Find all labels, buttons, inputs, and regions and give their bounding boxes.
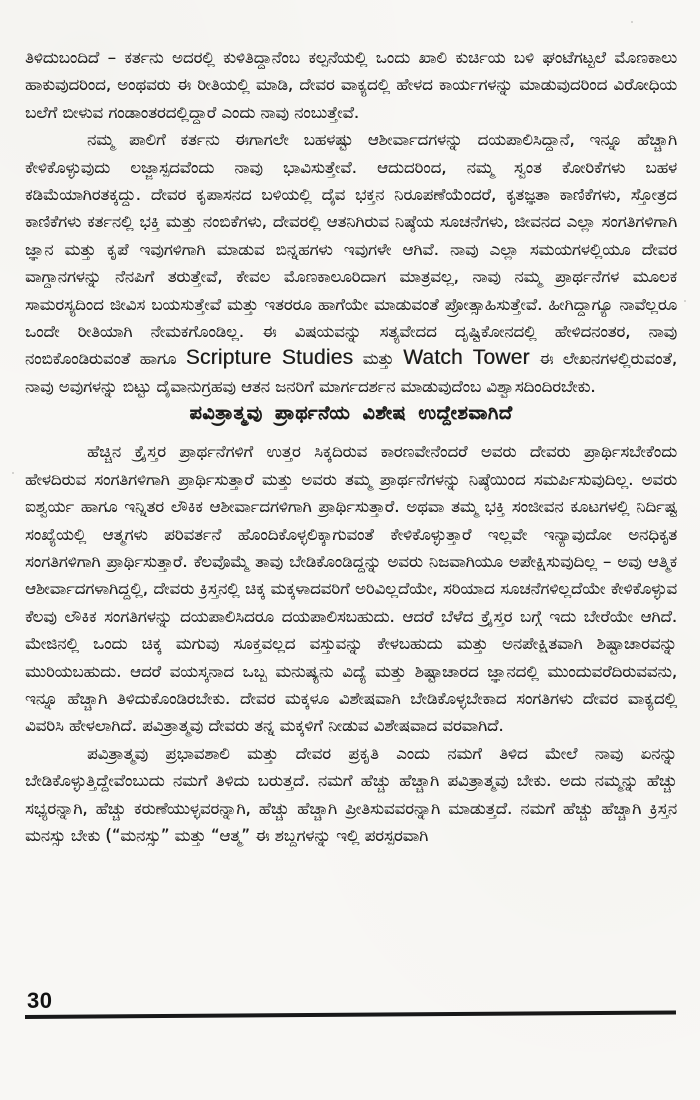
kannada-text-segment: ನಮ್ಮ ಪಾಲಿಗೆ ಕರ್ತನು ಈಗಾಗಲೇ ಬಹಳಷ್ಟು ಆಶೀರ್ವಾದಗಳನ್ನು ದಯಪಾಲಿಸಿದ್ದಾನೆ, ಇನ್ನೂ ಹೆಚ್ಚಾಗಿ ಕೇಳಿಕೊಳ್ಳುವುದು ಲಜ್ಜಾಸ್ಪದವೆಂದು ನಾವು ಭಾವಿಸುತ್ತೇವೆ. ಆದುದರಿಂದ, ನಮ್ಮ ಸ್ವಂತ ಕೋರಿಕೆಗಳು ಬಹಳ ಕಡಿಮೆಯಾಗಿರತಕ್ಕದ್ದು. ದೇವರ ಕೃಪಾಸನದ ಬಳಿಯಲ್ಲಿ ದೈವ ಭಕ್ತನ ನಿರೂಪಣೆಯೆಂದರೆ, ಕೃತಜ್ಞತಾ ಕಾಣಿಕೆಗಳು, ಸ್ತೋತ್ರದ ಕಾಣಿಕೆಗಳು ಕರ್ತನಲ್ಲಿ ಭಕ್ತಿ ಮತ್ತು ನಂಬಿಕೆಗಳು, ದೇವರಲ್ಲಿ ಆತನಿಗಿರುವ ನಿಷ್ಠೆಯ ಸೂಚನೆಗಳು, ಜೀವನದ ಎಲ್ಲಾ ಸಂಗತಿಗಳಿಗಾಗಿ ಜ್ಞಾನ ಮತ್ತು ಕೃಪೆ ಇವುಗಳಿಗಾಗಿ ಮಾಡುವ ಬಿನ್ನಹಗಳು ಇವುಗಳೇ ಆಗಿವೆ. ನಾವು ಎಲ್ಲಾ ಸಮಯಗಳಲ್ಲಿಯೂ ದೇವರ ವಾಗ್ದಾನಗಳನ್ನು ನೆನಪಿಗೆ ತರುತ್ತೇವೆ, ಕೇವಲ ಮೊಣಕಾಲೂರಿದಾಗ ಮಾತ್ರವಲ್ಲ, ನಾವು ನಮ್ಮ ಪ್ರಾರ್ಥನೆಗಳ ಮೂಲಕ ಸಾಮರಸ್ಯದಿಂದ ಜೀವಿಸ ಬಯಸುತ್ತೇವೆ ಮತ್ತು ಇತರರೂ ಹಾಗೆಯೇ ಮಾಡುವಂತೆ ಪ್ರೋತ್ಸಾಹಿಸುತ್ತೇವೆ. ಹೀಗಿದ್ದಾಗ್ಯೂ ನಾವೆಲ್ಲರೂ ಒಂದೇ ರೀತಿಯಾಗಿ ನೇಮಕಗೊಂಡಿಲ್ಲ. ಈ ವಿಷಯವನ್ನು ಸತ್ಯವೇದದ ದೃಷ್ಟಿಕೋನದಲ್ಲಿ ಹೇಳಿದನಂತರ, ನಾವು ನಂಬಿಕೊಂಡಿರುವಂತೆ ಹಾಗೂ [25, 130, 677, 369]
kannada-text-segment: ಹೆಚ್ಚಿನ ಕ್ರೈಸ್ತರ ಪ್ರಾರ್ಥನೆಗಳಿಗೆ ಉತ್ತರ ಸಿಕ್ಕದಿರುವ ಕಾರಣವೇನೆಂದರೆ ಅವರು ದೇವರು ಪ್ರಾರ್ಥಿಸಬೇಕೆಂದು ಹೇಳದಿರುವ ಸಂಗತಿಗಳಿಗಾಗಿ ಪ್ರಾರ್ಥಿಸುತ್ತಾರೆ ಮತ್ತು ಅವರು ತಮ್ಮ ಪ್ರಾರ್ಥನೆಗಳನ್ನು ನಿಷ್ಠೆಯಿಂದ ಸಮರ್ಪಿಸುವುದಿಲ್ಲ. ಅವರು ಐಶ್ವರ್ಯ ಹಾಗೂ ಇನ್ನಿತರ ಲೌಕಿಕ ಆಶೀರ್ವಾದಗಳಿಗಾಗಿ ಪ್ರಾರ್ಥಿಸುತ್ತಾರೆ. ಅಥವಾ ತಮ್ಮ ಭಕ್ತಿ ಸಂಜೀವನ ಕೂಟಗಳಲ್ಲಿ ನಿರ್ದಿಷ್ಟ ಸಂಖ್ಯೆಯಲ್ಲಿ ಆತ್ಮಗಳು ಪರಿವರ್ತನೆ ಹೊಂದಿಕೊಳ್ಳಲಿಕ್ಕಾಗುವಂತೆ ಕೇಳಿಕೊಳ್ಳುತ್ತಾರೆ ಇಲ್ಲವೇ ಇನ್ಯಾವುದೋ ಅನಧಿಕೃತ ಸಂಗತಿಗಳಿಗಾಗಿ ಪ್ರಾರ್ಥಿಸುತ್ತಾರೆ. ಕೆಲವೊಮ್ಮೆ ತಾವು ಬೇಡಿಕೊಂಡಿದ್ದನ್ನು ಅವರು ನಿಜವಾಗಿಯೂ ಅಪೇಕ್ಷಿಸುವುದಿಲ್ಲ – ಅವು ಆತ್ಮಿಕ ಆಶೀರ್ವಾದಗಳಾಗಿದ್ದಲ್ಲಿ, ದೇವರು ಕ್ರಿಸ್ತನಲ್ಲಿ ಚಿಕ್ಕ ಮಕ್ಕಳಾದವರಿಗೆ ಅರಿವಿಲ್ಲದೆಯೇ, ಸರಿಯಾದ ಸೂಚನೆಗಳಿಲ್ಲದೆಯೇ ಕೇಳಿಕೊಳ್ಳುವ ಕೆಲವು ಲೌಕಿಕ ಸಂಗತಿಗಳನ್ನು ದಯಪಾಲಿಸಿದರೂ ದಯಪಾಲಿಸಬಹುದು. ಆದರೆ ಬೆಳೆದ ಕ್ರೈಸ್ತರ ಬಗ್ಗೆ ಇದು ಬೇರೆಯೇ ಆಗಿದೆ. ಮೇಜಿನಲ್ಲಿ ಒಂದು ಚಿಕ್ಕ ಮಗುವು ಸೂಕ್ತವಲ್ಲದ ವಸ್ತುವನ್ನು ಕೇಳಬಹುದು ಮತ್ತು ಅನಪೇಕ್ಷಿತವಾಗಿ ಶಿಷ್ಟಾಚಾರವನ್ನು ಮುರಿಯಬಹುದು. ಆದರೆ ವಯಸ್ಕನಾದ ಒಬ್ಬ ಮನುಷ್ಯನು ವಿದ್ಯೆ ಮತ್ತು ಶಿಷ್ಟಾಚಾರದ ಜ್ಞಾನದಲ್ಲಿ ಮುಂದುವರೆದಿರುವವನು, ಇನ್ನೂ ಹೆಚ್ಚಾಗಿ ತಿಳಿದುಕೊಂಡಿರಬೇಕು. ದೇವರ ಮಕ್ಕಳೂ ವಿಶೇಷವಾಗಿ ಬೇಡಿಕೊಳ್ಳಬೇಕಾದ ಸಂಗತಿಗಳು ದೇವರ ವಾಕ್ಯದಲ್ಲಿ ವಿವರಿಸಿ ಹೇಳಲಾಗಿದೆ. ಪವಿತ್ರಾತ್ಮವು ದೇವರು ತನ್ನ ಮಕ್ಕಳಿಗೆ ನೀಡುವ ವಿಶೇಷವಾದ ವರವಾಗಿದೆ. [25, 442, 677, 736]
paragraph-2 [25, 126, 677, 400]
kannada-text-segment: ಪವಿತ್ರಾತ್ಮವು ಪ್ರಭಾವಶಾಲಿ ಮತ್ತು ದೇವರ ಪ್ರಕೃತಿ ಎಂದು ನಮಗೆ ತಿಳಿದ ಮೇಲೆ ನಾವು ಏನನ್ನು ಬೇಡಿಕೊಳ್ಳುತ್ತಿದ್ದೇವೆಂಬುದು ನಮಗೆ ತಿಳಿದು ಬರುತ್ತದೆ. ನಮಗೆ ಹೆಚ್ಚು ಹೆಚ್ಚಾಗಿ ಪವಿತ್ರಾತ್ಮವು ಬೇಕು. ಅದು ನಮ್ಮನ್ನು ಹೆಚ್ಚು ಸಭ್ಯರನ್ನಾಗಿ, ಹೆಚ್ಚು ಕರುಣೆಯುಳ್ಳವರನ್ನಾಗಿ, ಹೆಚ್ಚು ಹೆಚ್ಚಾಗಿ ಪ್ರೀತಿಸುವವರನ್ನಾಗಿ ಮಾಡುತ್ತದೆ. ನಮಗೆ ಹೆಚ್ಚು ಹೆಚ್ಚಾಗಿ ಕ್ರಿಸ್ತನ ಮನಸ್ಸು ಬೇಕು (“ಮನಸ್ಸು” ಮತ್ತು “ಆತ್ಮ” ಈ ಶಬ್ದಗಳನ್ನು ಇಲ್ಲಿ ಪರಸ್ಪರವಾಗಿ [25, 743, 677, 845]
kannada-text-segment: ಈ ಲೇಖನಗಳಲ್ಲಿರುವಂತೆ, ನಾವು ಅವುಗಳನ್ನು ಬಿಟ್ಟು ದೈವಾನುಗ್ರಹವು ಆತನ ಜನರಿಗೆ ಮಾರ್ಗದರ್ಶನ ಮಾಡುವುದೆಂಬ ವಿಶ್ವಾಸದಿಂದಿರಬೇಕು. [25, 349, 677, 396]
latin-title-segment: Scripture Studies [185, 346, 354, 370]
page-text-content [25, 44, 677, 849]
latin-title-segment: Watch Tower [403, 346, 530, 370]
page-number: 30 [27, 988, 53, 1013]
paragraph-4 [25, 438, 677, 739]
kannada-text-segment: ಮತ್ತು [353, 349, 404, 369]
kannada-text-segment: ತಿಳಿದುಬಂದಿದೆ – ಕರ್ತನು ಅದರಲ್ಲಿ ಕುಳಿತಿದ್ದಾನೆಂಬ ಕಲ್ಪನೆಯಲ್ಲಿ ಒಂದು ಖಾಲಿ ಕುರ್ಚಿಯ ಬಳಿ ಘಂಟೆಗಟ್ಟಲೆ ಮೊಣಕಾಲು ಹಾಕುವುದರಿಂದ, ಅಂಥವರು ಈ ರೀತಿಯಲ್ಲಿ ಮಾಡಿ, ದೇವರ ವಾಕ್ಯದಲ್ಲಿ ಹೇಳದ ಕಾರ್ಯಗಳನ್ನು ಮಾಡುವುದರಿಂದ ವಿರೋಧಿಯ ಬಲೆಗೆ ಬೀಳುವ ಗಂಡಾಂತರದಲ್ಲಿದ್ದಾರೆ ಎಂದು ನಾವು ನಂಬುತ್ತೇವೆ. [25, 48, 677, 122]
section-heading: ಪವಿತ್ರಾತ್ಮವು ಪ್ರಾರ್ಥನೆಯ ವಿಶೇಷ ಉದ್ದೇಶವಾಗಿದೆ [189, 402, 513, 425]
paragraph-5 [25, 740, 677, 850]
paragraph-1 [25, 44, 677, 126]
